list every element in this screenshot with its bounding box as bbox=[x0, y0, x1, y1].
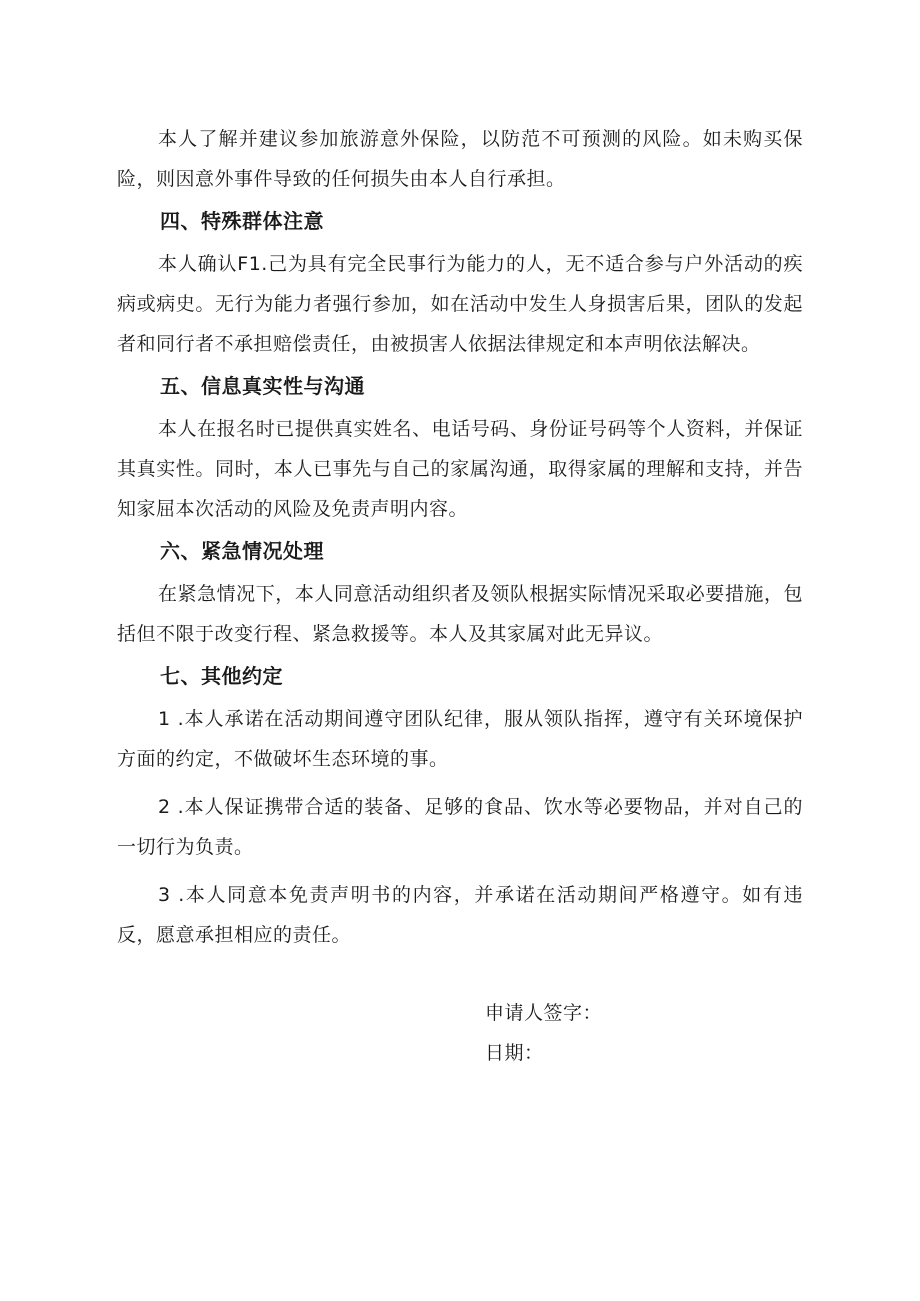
agreement-item: 3 .本人同意本免责声明书的内容，并承诺在活动期间严格遵守。如有违反，愿意承担相应的责任。 bbox=[117, 884, 803, 946]
special-groups-paragraph: 本人确认F1.己为具有完全民事行为能力的人，无不适合参与户外活动的疾病或病史。无行为能力者强行参加，如在活动中发生人身损害后果，团队的发起者和同行者不承担赔偿责任，由被损害人依据法律规定和本声明依法解决。 bbox=[117, 253, 803, 355]
section-heading-other-agreements: 七、其他约定 bbox=[160, 664, 283, 688]
agreement-item: 2 .本人保证携带合适的装备、足够的食品、饮水等必要物品，并对自己的一切行为负责。 bbox=[117, 796, 803, 858]
section-heading-emergency: 六、紧急情况处理 bbox=[160, 539, 324, 563]
section-heading-special-groups: 四、特殊群体注意 bbox=[160, 209, 324, 233]
agreement-item: 1 .本人承诺在活动期间遵守团队纪律，服从领队指挥，遵守有关环境保护方面的约定，不做破坏生态环境的事。 bbox=[117, 708, 803, 770]
signature-block bbox=[485, 993, 602, 1073]
date-label: 日期： bbox=[485, 1042, 544, 1064]
document-body bbox=[117, 119, 803, 963]
insurance-paragraph: 本人了解并建议参加旅游意外保险，以防范不可预测的风险。如未购买保险，则因意外事件导致的任何损失由本人自行承担。 bbox=[117, 128, 803, 190]
section-heading-information-truth: 五、信息真实性与沟通 bbox=[160, 374, 365, 398]
emergency-paragraph: 在紧急情况下，本人同意活动组织者及领队根据实际情况采取必要措施，包括但不限于改变行程、紧急救援等。本人及其家属对此无异议。 bbox=[117, 583, 803, 645]
information-truth-paragraph: 本人在报名时已提供真实姓名、电话号码、身份证号码等个人资料，并保证其真实性。同时，本人已事先与自己的家属沟通，取得家属的理解和支持，并告知家屈本次活动的风险及免责声明内容。 bbox=[117, 418, 803, 520]
applicant-signature-label: 申请人签字： bbox=[485, 1002, 603, 1024]
